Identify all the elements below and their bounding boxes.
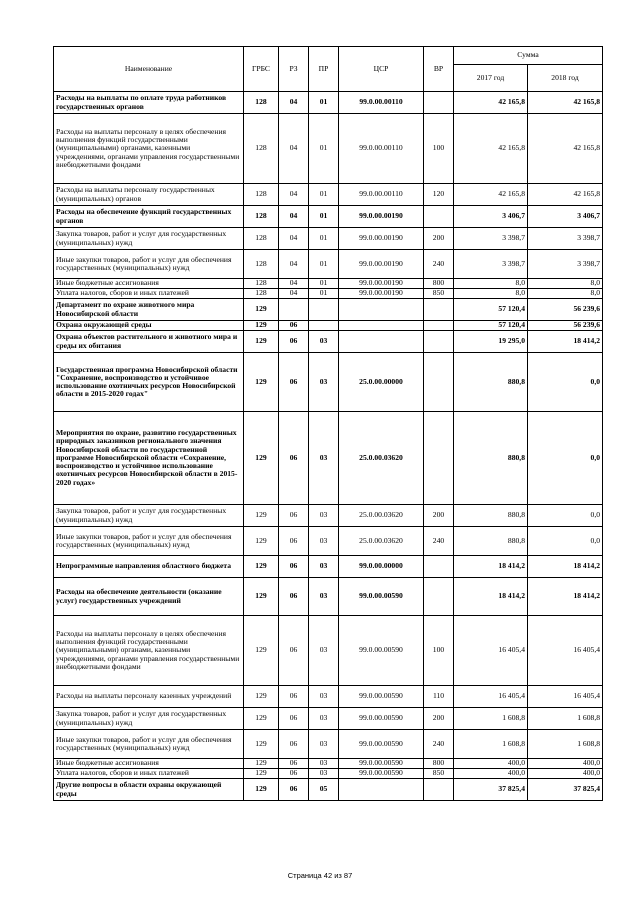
header-pr: ПР	[309, 47, 339, 92]
cell-csr	[339, 299, 424, 321]
table-row	[54, 578, 603, 616]
cell-pr: 03	[309, 730, 339, 759]
cell-vr: 200	[424, 708, 454, 730]
cell-grbs: 129	[244, 759, 279, 769]
table-row	[54, 759, 603, 769]
cell-sum-2017: 8,0	[454, 289, 528, 299]
cell-sum-2017: 19 295,0	[454, 331, 528, 353]
cell-sum-2017: 400,0	[454, 769, 528, 779]
cell-grbs: 129	[244, 505, 279, 527]
cell-csr: 25.0.00.00000	[339, 353, 424, 412]
cell-rz: 06	[279, 556, 309, 578]
cell-name: Охрана окружающей среды	[54, 321, 244, 331]
cell-pr: 03	[309, 353, 339, 412]
cell-csr: 99.0.00.00590	[339, 759, 424, 769]
cell-rz	[279, 299, 309, 321]
cell-grbs: 129	[244, 556, 279, 578]
cell-rz: 04	[279, 289, 309, 299]
table-row	[54, 527, 603, 556]
cell-name: Расходы на выплаты персоналу в целях обеспечения выполнения функций государственными (муниципальными) органами, казенными учреждениями, органами управления государственными внебюджетными фондами	[54, 114, 244, 184]
cell-sum-2018: 0,0	[528, 412, 603, 505]
cell-grbs: 128	[244, 114, 279, 184]
table-row	[54, 279, 603, 289]
cell-sum-2018: 0,0	[528, 353, 603, 412]
cell-vr: 100	[424, 616, 454, 686]
cell-sum-2017: 1 608,8	[454, 708, 528, 730]
cell-pr: 01	[309, 279, 339, 289]
cell-pr: 03	[309, 527, 339, 556]
table-row	[54, 289, 603, 299]
header-grbs: ГРБС	[244, 47, 279, 92]
cell-grbs: 129	[244, 299, 279, 321]
cell-grbs: 129	[244, 769, 279, 779]
cell-grbs: 129	[244, 527, 279, 556]
cell-vr	[424, 299, 454, 321]
cell-vr: 200	[424, 228, 454, 250]
cell-csr: 25.0.00.03620	[339, 412, 424, 505]
cell-sum-2018: 42 165,8	[528, 114, 603, 184]
cell-pr: 03	[309, 331, 339, 353]
cell-grbs: 128	[244, 184, 279, 206]
cell-grbs: 129	[244, 353, 279, 412]
cell-pr: 03	[309, 769, 339, 779]
cell-pr	[309, 321, 339, 331]
table-row	[54, 412, 603, 505]
cell-grbs: 129	[244, 708, 279, 730]
cell-name: Иные закупки товаров, работ и услуг для обеспечения государственных (муниципальных) нужд	[54, 250, 244, 279]
cell-vr	[424, 331, 454, 353]
cell-sum-2017: 42 165,8	[454, 114, 528, 184]
cell-sum-2018: 1 608,8	[528, 730, 603, 759]
cell-sum-2018: 8,0	[528, 279, 603, 289]
cell-sum-2018: 0,0	[528, 527, 603, 556]
cell-sum-2017: 16 405,4	[454, 686, 528, 708]
header-vr: ВР	[424, 47, 454, 92]
cell-grbs: 129	[244, 331, 279, 353]
cell-rz: 06	[279, 730, 309, 759]
cell-pr: 03	[309, 505, 339, 527]
cell-pr: 01	[309, 206, 339, 228]
cell-vr	[424, 779, 454, 801]
table-row	[54, 250, 603, 279]
cell-sum-2018: 0,0	[528, 505, 603, 527]
cell-sum-2017: 37 825,4	[454, 779, 528, 801]
cell-sum-2018: 1 608,8	[528, 708, 603, 730]
cell-vr	[424, 353, 454, 412]
cell-sum-2018: 3 398,7	[528, 228, 603, 250]
cell-rz: 04	[279, 114, 309, 184]
cell-csr: 99.0.00.00590	[339, 578, 424, 616]
cell-rz: 04	[279, 184, 309, 206]
cell-vr: 110	[424, 686, 454, 708]
table-row	[54, 730, 603, 759]
cell-sum-2017: 8,0	[454, 279, 528, 289]
cell-sum-2018: 400,0	[528, 769, 603, 779]
header-rz: РЗ	[279, 47, 309, 92]
cell-csr: 99.0.00.00110	[339, 92, 424, 114]
cell-pr: 03	[309, 686, 339, 708]
cell-name: Другие вопросы в области охраны окружающей среды	[54, 779, 244, 801]
table-row	[54, 505, 603, 527]
cell-name: Расходы на обеспечение функций государственных органов	[54, 206, 244, 228]
budget-table	[53, 46, 603, 801]
cell-grbs: 129	[244, 412, 279, 505]
cell-rz: 04	[279, 250, 309, 279]
cell-sum-2018: 42 165,8	[528, 184, 603, 206]
cell-rz: 06	[279, 779, 309, 801]
cell-sum-2017: 57 120,4	[454, 299, 528, 321]
cell-name: Иные закупки товаров, работ и услуг для обеспечения государственных (муниципальных) нужд	[54, 527, 244, 556]
cell-pr: 03	[309, 412, 339, 505]
table-row	[54, 184, 603, 206]
cell-pr: 01	[309, 250, 339, 279]
cell-csr	[339, 779, 424, 801]
table-row	[54, 321, 603, 331]
cell-sum-2017: 1 608,8	[454, 730, 528, 759]
cell-grbs: 128	[244, 250, 279, 279]
cell-name: Закупка товаров, работ и услуг для государственных (муниципальных) нужд	[54, 505, 244, 527]
cell-vr: 240	[424, 730, 454, 759]
cell-csr: 99.0.00.00190	[339, 250, 424, 279]
cell-rz: 06	[279, 686, 309, 708]
cell-sum-2018: 3 398,7	[528, 250, 603, 279]
cell-rz: 06	[279, 527, 309, 556]
cell-grbs: 129	[244, 578, 279, 616]
cell-name: Закупка товаров, работ и услуг для государственных (муниципальных) нужд	[54, 228, 244, 250]
cell-rz: 06	[279, 769, 309, 779]
cell-sum-2018: 18 414,2	[528, 556, 603, 578]
cell-name: Иные закупки товаров, работ и услуг для обеспечения государственных (муниципальных) нужд	[54, 730, 244, 759]
cell-sum-2018: 18 414,2	[528, 578, 603, 616]
cell-csr: 99.0.00.00590	[339, 686, 424, 708]
cell-vr	[424, 556, 454, 578]
cell-name: Расходы на выплаты по оплате труда работников государственных органов	[54, 92, 244, 114]
cell-sum-2018: 56 239,6	[528, 299, 603, 321]
cell-grbs: 129	[244, 730, 279, 759]
header-sum: Сумма	[454, 47, 603, 65]
cell-rz: 04	[279, 279, 309, 289]
cell-rz: 06	[279, 578, 309, 616]
cell-csr: 25.0.00.03620	[339, 505, 424, 527]
cell-csr: 99.0.00.00590	[339, 616, 424, 686]
cell-sum-2018: 18 414,2	[528, 331, 603, 353]
cell-sum-2018: 400,0	[528, 759, 603, 769]
cell-sum-2018: 16 405,4	[528, 616, 603, 686]
cell-grbs: 129	[244, 616, 279, 686]
table-row	[54, 769, 603, 779]
cell-vr	[424, 578, 454, 616]
cell-sum-2017: 57 120,4	[454, 321, 528, 331]
cell-vr: 240	[424, 527, 454, 556]
cell-csr: 99.0.00.00110	[339, 184, 424, 206]
table-row	[54, 556, 603, 578]
cell-vr: 800	[424, 279, 454, 289]
cell-vr: 850	[424, 769, 454, 779]
cell-rz: 04	[279, 228, 309, 250]
cell-name: Государственная программа Новосибирской области "Сохранение, воспроизводство и устойчивое использование охотничьих ресурсов Новосибирской области в 2015-2020 годах"	[54, 353, 244, 412]
cell-csr: 99.0.00.00190	[339, 228, 424, 250]
table-row	[54, 616, 603, 686]
cell-name: Непрограммные направления областного бюджета	[54, 556, 244, 578]
cell-rz: 04	[279, 92, 309, 114]
cell-rz: 06	[279, 616, 309, 686]
cell-name: Иные бюджетные ассигнования	[54, 759, 244, 769]
table-row	[54, 206, 603, 228]
cell-sum-2017: 880,8	[454, 527, 528, 556]
cell-grbs: 128	[244, 279, 279, 289]
cell-rz: 06	[279, 331, 309, 353]
cell-sum-2017: 3 398,7	[454, 228, 528, 250]
cell-vr: 800	[424, 759, 454, 769]
table-row	[54, 686, 603, 708]
cell-sum-2017: 400,0	[454, 759, 528, 769]
cell-vr	[424, 321, 454, 331]
cell-grbs: 128	[244, 289, 279, 299]
table-row	[54, 779, 603, 801]
cell-pr: 05	[309, 779, 339, 801]
header-csr: ЦСР	[339, 47, 424, 92]
cell-name: Уплата налогов, сборов и иных платежей	[54, 769, 244, 779]
cell-vr	[424, 206, 454, 228]
table-row	[54, 331, 603, 353]
cell-rz: 06	[279, 505, 309, 527]
table-row	[54, 353, 603, 412]
cell-pr: 03	[309, 556, 339, 578]
cell-vr	[424, 92, 454, 114]
table-row	[54, 708, 603, 730]
cell-csr: 99.0.00.00190	[339, 289, 424, 299]
cell-sum-2017: 880,8	[454, 505, 528, 527]
cell-csr	[339, 321, 424, 331]
cell-pr: 03	[309, 708, 339, 730]
cell-csr: 99.0.00.00590	[339, 708, 424, 730]
cell-name: Расходы на выплаты персоналу государственных (муниципальных) органов	[54, 184, 244, 206]
cell-rz: 06	[279, 321, 309, 331]
cell-vr	[424, 412, 454, 505]
cell-sum-2017: 18 414,2	[454, 556, 528, 578]
cell-csr: 99.0.00.00590	[339, 730, 424, 759]
cell-pr: 01	[309, 114, 339, 184]
cell-sum-2017: 42 165,8	[454, 184, 528, 206]
cell-name: Департамент по охране животного мира Новосибирской области	[54, 299, 244, 321]
cell-name: Закупка товаров, работ и услуг для государственных (муниципальных) нужд	[54, 708, 244, 730]
cell-sum-2018: 16 405,4	[528, 686, 603, 708]
cell-grbs: 129	[244, 779, 279, 801]
table-row	[54, 299, 603, 321]
cell-pr: 03	[309, 616, 339, 686]
cell-pr	[309, 299, 339, 321]
header-year-2017: 2017 год	[454, 65, 528, 92]
cell-pr: 01	[309, 184, 339, 206]
cell-sum-2017: 16 405,4	[454, 616, 528, 686]
cell-csr: 99.0.00.00000	[339, 556, 424, 578]
cell-pr: 01	[309, 228, 339, 250]
cell-pr: 03	[309, 759, 339, 769]
cell-sum-2017: 42 165,8	[454, 92, 528, 114]
cell-sum-2017: 18 414,2	[454, 578, 528, 616]
cell-sum-2018: 37 825,4	[528, 779, 603, 801]
cell-grbs: 128	[244, 92, 279, 114]
cell-name: Уплата налогов, сборов и иных платежей	[54, 289, 244, 299]
cell-sum-2017: 3 398,7	[454, 250, 528, 279]
cell-name: Расходы на обеспечение деятельности (оказание услуг) государственных учреждений	[54, 578, 244, 616]
cell-csr: 99.0.00.00590	[339, 769, 424, 779]
cell-name: Расходы на выплаты персоналу казенных учреждений	[54, 686, 244, 708]
page-number: Страница 42 из 87	[287, 871, 353, 880]
table-row	[54, 114, 603, 184]
cell-sum-2018: 56 239,6	[528, 321, 603, 331]
cell-rz: 06	[279, 759, 309, 769]
cell-name: Расходы на выплаты персоналу в целях обеспечения выполнения функций государственными (муниципальными) органами, казенными учреждениями, органами управления государственными внебюджетными фондами	[54, 616, 244, 686]
cell-csr: 99.0.00.00190	[339, 279, 424, 289]
cell-grbs: 129	[244, 321, 279, 331]
cell-vr: 850	[424, 289, 454, 299]
table-body	[54, 92, 603, 801]
cell-rz: 06	[279, 708, 309, 730]
cell-csr: 99.0.00.00110	[339, 114, 424, 184]
cell-name: Иные бюджетные ассигнования	[54, 279, 244, 289]
cell-vr: 240	[424, 250, 454, 279]
cell-grbs: 128	[244, 206, 279, 228]
cell-csr: 99.0.00.00190	[339, 206, 424, 228]
cell-grbs: 129	[244, 686, 279, 708]
cell-name: Охрана объектов растительного и животного мира и среды их обитания	[54, 331, 244, 353]
cell-pr: 01	[309, 289, 339, 299]
cell-vr: 120	[424, 184, 454, 206]
cell-sum-2017: 880,8	[454, 412, 528, 505]
cell-csr: 25.0.00.03620	[339, 527, 424, 556]
cell-pr: 03	[309, 578, 339, 616]
cell-sum-2017: 880,8	[454, 353, 528, 412]
cell-rz: 06	[279, 353, 309, 412]
cell-csr	[339, 331, 424, 353]
cell-name: Мероприятия по охране, развитию государственных природных заказников регионального значения Новосибирской области по государственной программе Новосибирской области «Сохранение, воспроизводство и устойчивое использование охотничьих ресурсов Новосибирской области в 2015-2020 годах»	[54, 412, 244, 505]
cell-sum-2018: 8,0	[528, 289, 603, 299]
cell-vr: 200	[424, 505, 454, 527]
cell-pr: 01	[309, 92, 339, 114]
cell-vr: 100	[424, 114, 454, 184]
cell-rz: 04	[279, 206, 309, 228]
cell-sum-2018: 3 406,7	[528, 206, 603, 228]
cell-sum-2017: 3 406,7	[454, 206, 528, 228]
table-row	[54, 228, 603, 250]
table-row	[54, 92, 603, 114]
header-name: Наименование	[54, 47, 244, 92]
cell-grbs: 128	[244, 228, 279, 250]
cell-rz: 06	[279, 412, 309, 505]
cell-sum-2018: 42 165,8	[528, 92, 603, 114]
header-year-2018: 2018 год	[528, 65, 603, 92]
